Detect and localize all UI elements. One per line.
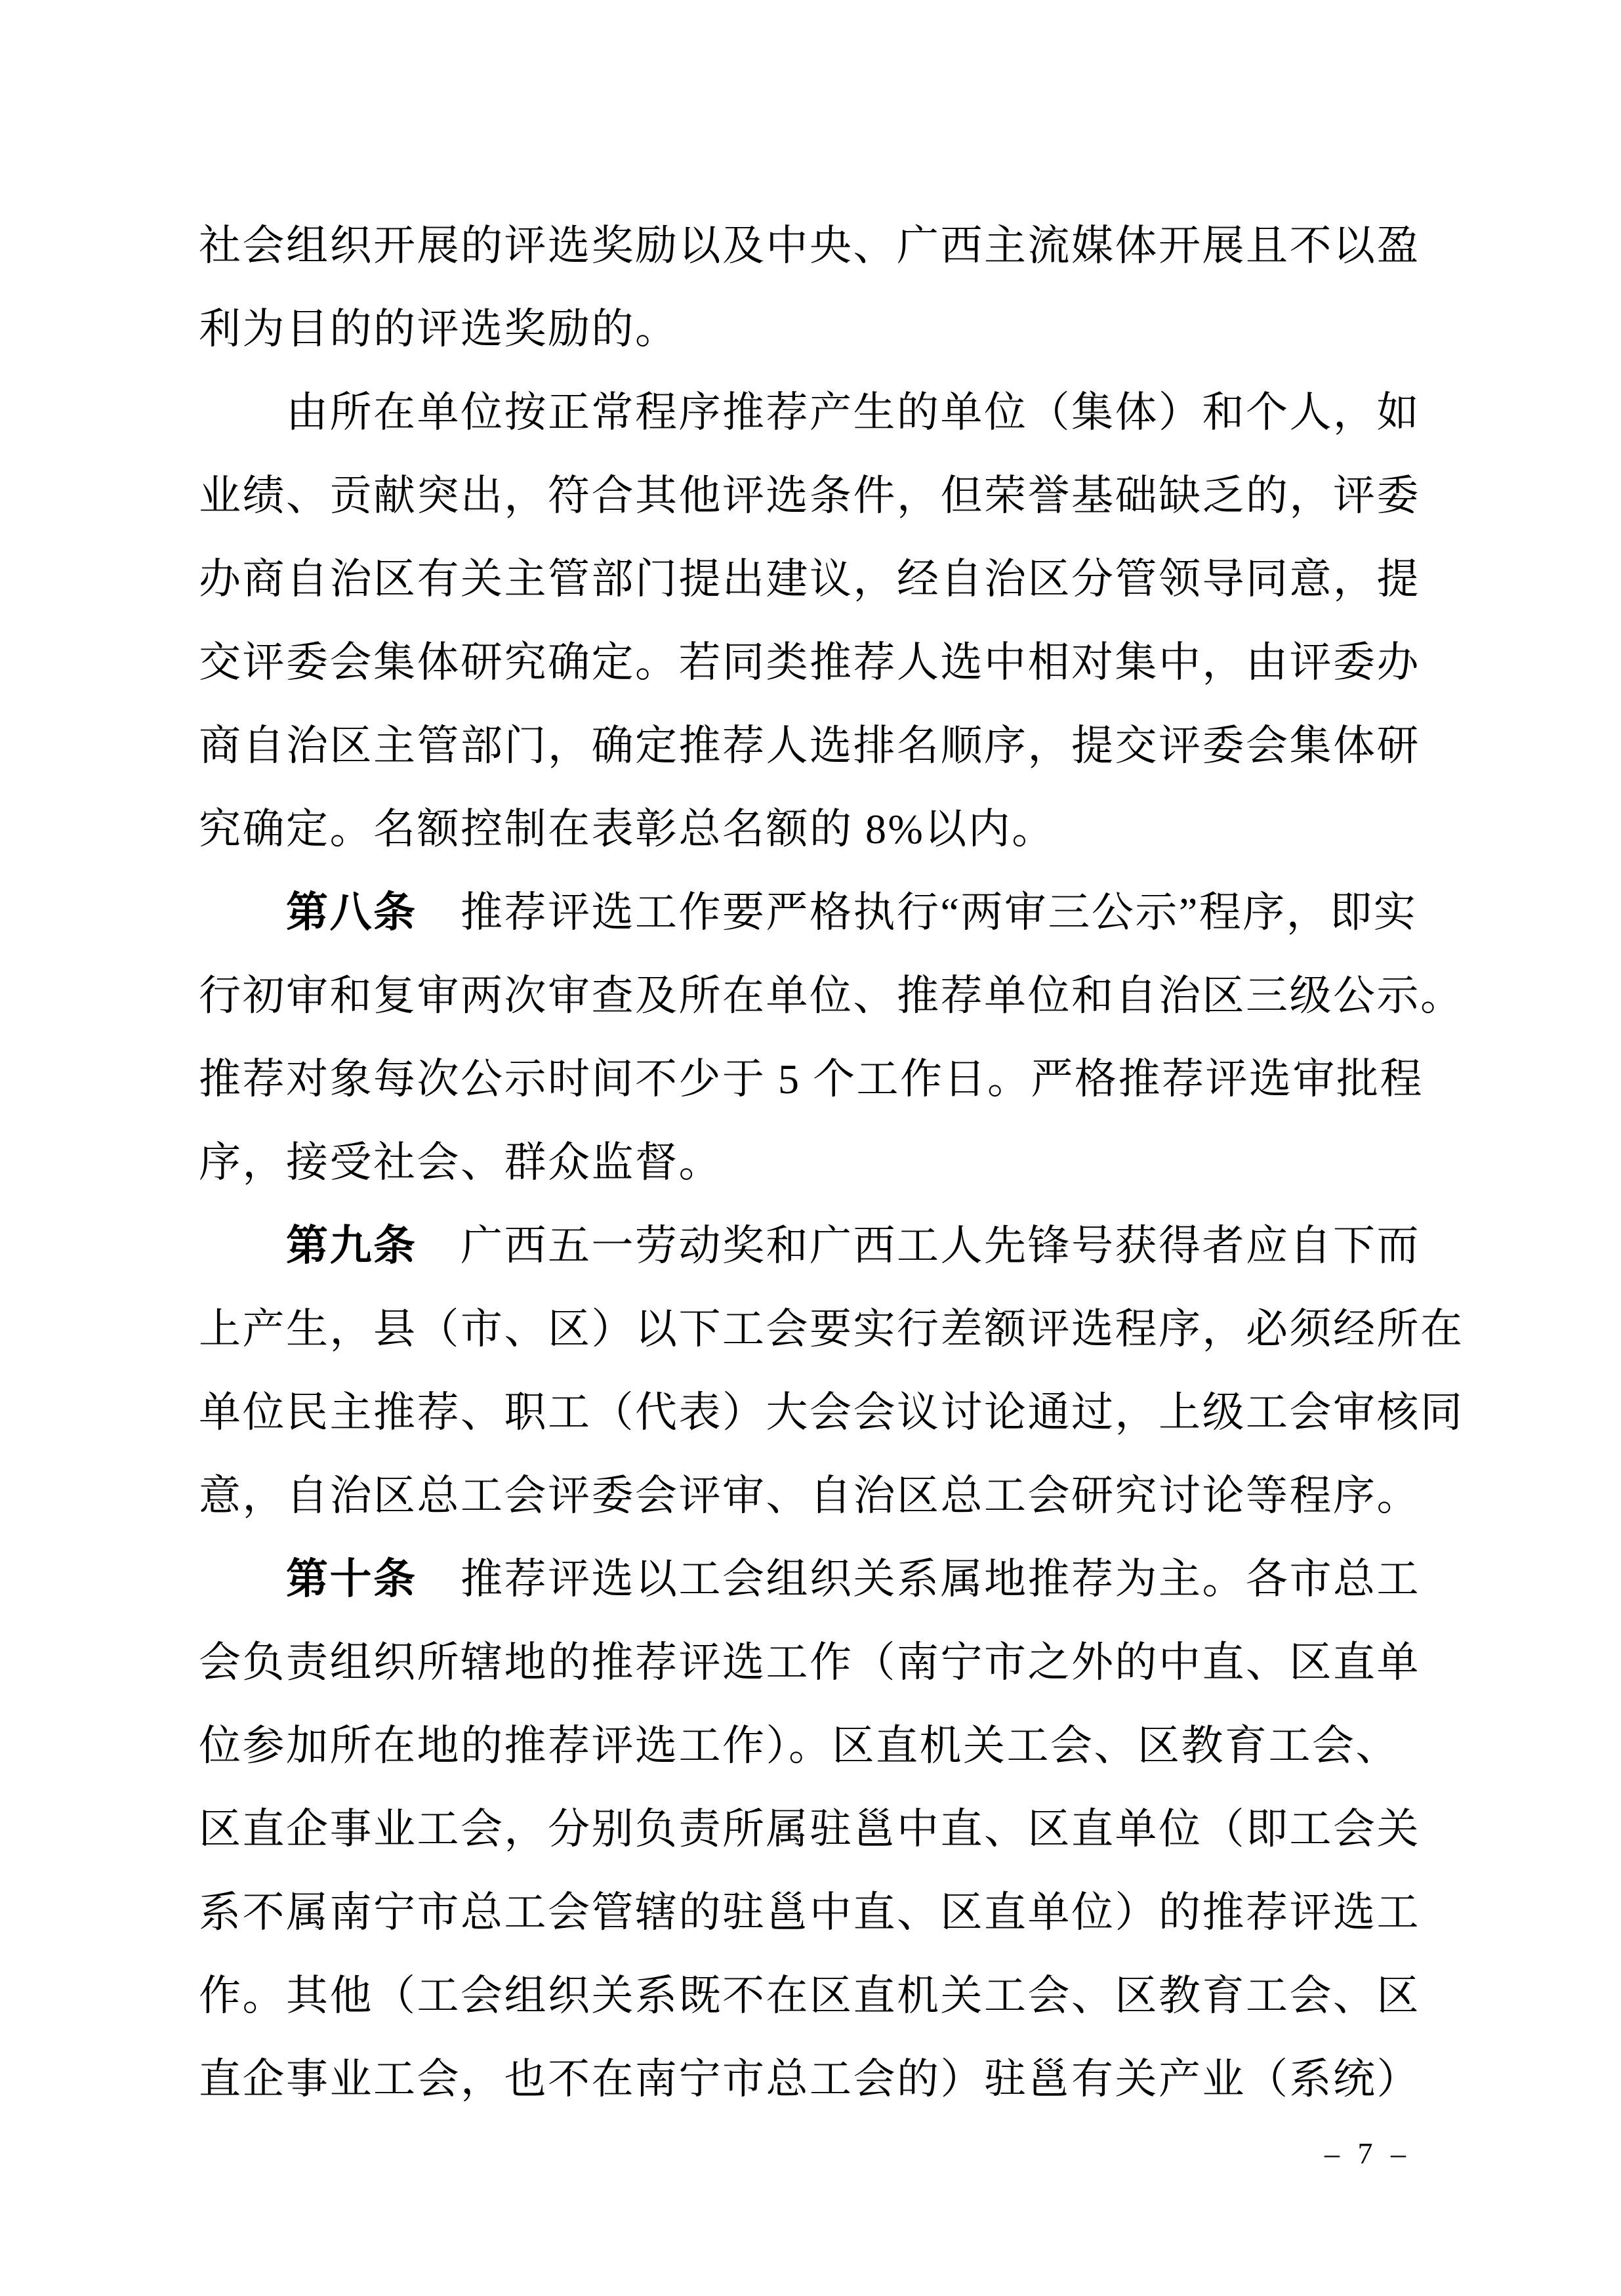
document-line xyxy=(199,204,1432,287)
text-segment: 究确定。名额控制在表彰总名额的 8%以内。 xyxy=(199,806,1056,852)
document-line xyxy=(199,2037,1432,2121)
text-segment: 直企事业工会，也不在南宁市总工会的）驻邕有关产业（系统） xyxy=(199,2056,1420,2102)
text-segment: 交评委会集体研究确定。若同类推荐人选中相对集中，由评委办 xyxy=(199,639,1420,686)
text-segment: 社会组织开展的评选奖励以及中央、广西主流媒体开展且不以盈 xyxy=(199,222,1420,269)
text-segment: 会负责组织所辖地的推荐评选工作（南宁市之外的中直、区直单 xyxy=(199,1639,1420,1686)
text-segment xyxy=(199,1556,286,1602)
text-segment: 办商自治区有关主管部门提出建议，经自治区分管领导同意，提 xyxy=(199,556,1420,602)
text-segment: 推荐评选工作要严格执行“两审三公示”程序，即实 xyxy=(417,889,1418,936)
document-line xyxy=(199,1287,1464,1371)
document-line xyxy=(199,1871,1432,1954)
text-segment: 上产生，县（市、区）以下工会要实行差额评选程序，必须经所在 xyxy=(199,1306,1464,1352)
document-line xyxy=(199,787,1432,871)
text-segment xyxy=(199,889,286,936)
text-segment: 序，接受社会、群众监督。 xyxy=(199,1139,722,1186)
text-segment: 单位民主推荐、职工（代表）大会会议讨论通过，上级工会审核同 xyxy=(199,1389,1464,1436)
text-segment: 作。其他（工会组织关系既不在区直机关工会、区教育工会、区 xyxy=(199,1972,1420,2019)
text-segment: 位参加所在地的推荐评选工作）。区直机关工会、区教育工会、 xyxy=(199,1722,1399,1769)
document-line xyxy=(199,1954,1432,2037)
document-line xyxy=(199,287,1432,371)
text-segment: 推荐评选以工会组织关系属地推荐为主。各市总工 xyxy=(417,1556,1420,1602)
article-number: 第八条 xyxy=(286,889,417,936)
page-number: – 7 – xyxy=(1324,2137,1411,2170)
text-segment: 广西五一劳动奖和广西工人先锋号获得者应自下而 xyxy=(417,1222,1420,1269)
text-segment: 区直企事业工会，分别负责所属驻邕中直、区直单位（即工会关 xyxy=(199,1806,1420,1852)
text-segment: 推荐对象每次公示时间不少于 5 个工作日。严格推荐评选审批程 xyxy=(199,1056,1424,1102)
document-line xyxy=(199,1037,1432,1121)
document-line xyxy=(199,371,1432,454)
document-line xyxy=(199,1204,1432,1287)
article-number: 第九条 xyxy=(286,1222,417,1269)
text-segment xyxy=(199,1222,286,1269)
document-line xyxy=(199,537,1432,621)
document-line xyxy=(199,954,1464,1037)
document-line xyxy=(199,1454,1432,1537)
document-line xyxy=(199,704,1432,787)
text-segment: 系不属南宁市总工会管辖的驻邕中直、区直单位）的推荐评选工 xyxy=(199,1889,1420,1936)
document-line xyxy=(199,621,1432,704)
document-body xyxy=(199,204,1464,2121)
text-segment: 业绩、贡献突出，符合其他评选条件，但荣誉基础缺乏的，评委 xyxy=(199,472,1420,519)
article-number: 第十条 xyxy=(286,1556,417,1602)
text-segment: 意，自治区总工会评委会评审、自治区总工会研究讨论等程序。 xyxy=(199,1472,1420,1519)
document-line xyxy=(199,1121,1432,1204)
document-line xyxy=(199,871,1432,954)
document-line xyxy=(199,1787,1432,1871)
text-segment: 由所在单位按正常程序推荐产生的单位（集体）和个人，如 xyxy=(199,389,1420,436)
text-segment: 行初审和复审两次审查及所在单位、推荐单位和自治区三级公示。 xyxy=(199,972,1464,1019)
document-line xyxy=(199,1537,1432,1621)
text-segment: 利为目的的评选奖励的。 xyxy=(199,306,679,352)
document-line xyxy=(199,1371,1464,1454)
document-line xyxy=(199,1704,1432,1787)
document-line xyxy=(199,1621,1432,1704)
document-line xyxy=(199,454,1432,537)
text-segment: 商自治区主管部门，确定推荐人选排名顺序，提交评委会集体研 xyxy=(199,722,1420,769)
